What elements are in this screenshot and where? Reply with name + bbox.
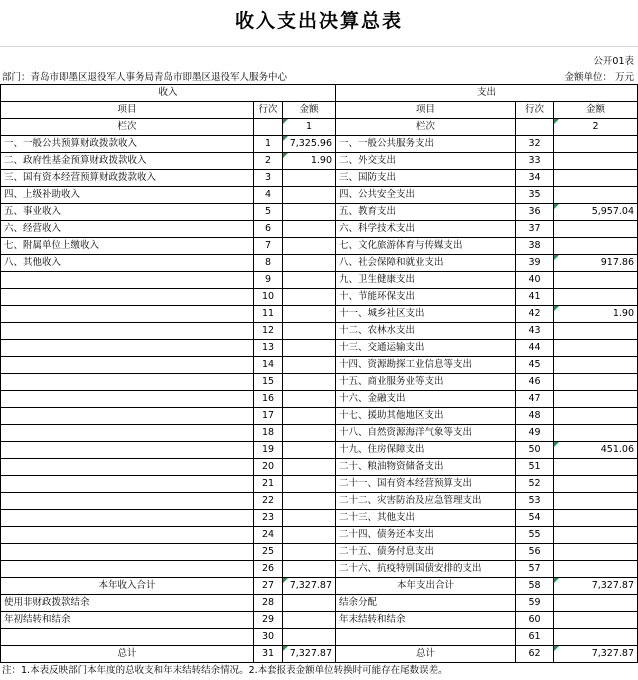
income-item: 七、附属单位上缴收入 — [1, 238, 254, 255]
expense-amount — [554, 187, 638, 204]
table-row — [1, 187, 638, 204]
expense-item: 年末结转和结余 — [336, 612, 516, 629]
income-row-no: 28 — [254, 595, 283, 612]
expense-row-no: 62 — [516, 646, 554, 663]
table-row — [1, 391, 638, 408]
expense-row-no: 50 — [516, 442, 554, 459]
expense-row-no: 61 — [516, 629, 554, 646]
table-row — [1, 408, 638, 425]
income-amount — [283, 612, 336, 629]
income-row-no: 12 — [254, 323, 283, 340]
income-item — [1, 374, 254, 391]
income-amount: 7,327.87 — [283, 646, 336, 663]
table-row — [1, 323, 638, 340]
expense-amount-header: 金额 — [554, 102, 638, 119]
income-item: 总计 — [1, 646, 254, 663]
table-row — [1, 153, 638, 170]
income-row-no: 20 — [254, 459, 283, 476]
expense-row-no: 39 — [516, 255, 554, 272]
income-row-no: 23 — [254, 510, 283, 527]
expense-item: 一、一般公共服务支出 — [336, 136, 516, 153]
income-row-no: 27 — [254, 578, 283, 595]
expense-row-no: 42 — [516, 306, 554, 323]
income-amount — [283, 425, 336, 442]
income-amount — [283, 476, 336, 493]
expense-row-no: 57 — [516, 561, 554, 578]
expense-item: 十九、住房保障支出 — [336, 442, 516, 459]
expense-amount — [554, 340, 638, 357]
expense-section-header: 支出 — [336, 85, 638, 102]
income-amount — [283, 391, 336, 408]
expense-amount — [554, 272, 638, 289]
expense-item: 二十四、债务还本支出 — [336, 527, 516, 544]
table-row — [1, 646, 638, 663]
expense-row-no: 43 — [516, 323, 554, 340]
income-row-no: 5 — [254, 204, 283, 221]
expense-row-no: 41 — [516, 289, 554, 306]
income-item — [1, 459, 254, 476]
expense-item: 十、节能环保支出 — [336, 289, 516, 306]
expense-amount — [554, 476, 638, 493]
unit-label: 金额单位： 万元 — [564, 72, 634, 83]
income-section-header: 收入 — [1, 85, 336, 102]
income-amount — [283, 357, 336, 374]
table-row — [1, 425, 638, 442]
income-row-no: 19 — [254, 442, 283, 459]
expense-item: 十三、交通运输支出 — [336, 340, 516, 357]
expense-item: 十六、金融支出 — [336, 391, 516, 408]
table-row — [1, 170, 638, 187]
income-row-no: 11 — [254, 306, 283, 323]
income-item: 本年收入合计 — [1, 578, 254, 595]
expense-item: 二十二、灾害防治及应急管理支出 — [336, 493, 516, 510]
income-item: 三、国有资本经营预算财政拨款收入 — [1, 170, 254, 187]
income-item — [1, 510, 254, 527]
expense-row-no: 33 — [516, 153, 554, 170]
table-row — [1, 442, 638, 459]
income-amount — [283, 442, 336, 459]
expense-amount — [554, 238, 638, 255]
income-amount — [283, 544, 336, 561]
expense-amount — [554, 595, 638, 612]
income-item — [1, 340, 254, 357]
income-item: 一、一般公共预算财政拨款收入 — [1, 136, 254, 153]
income-row-no: 25 — [254, 544, 283, 561]
expense-item: 二十、粮油物资储备支出 — [336, 459, 516, 476]
income-amount: 7,327.87 — [283, 578, 336, 595]
income-amount — [283, 510, 336, 527]
income-item — [1, 493, 254, 510]
expense-row-no: 34 — [516, 170, 554, 187]
income-row-no: 15 — [254, 374, 283, 391]
expense-item: 五、教育支出 — [336, 204, 516, 221]
table-row — [1, 510, 638, 527]
expense-row-no: 56 — [516, 544, 554, 561]
income-amount — [283, 289, 336, 306]
income-item — [1, 272, 254, 289]
income-item: 二、政府性基金预算财政拨款收入 — [1, 153, 254, 170]
expense-row-no: 59 — [516, 595, 554, 612]
income-row-no: 4 — [254, 187, 283, 204]
income-row-no: 13 — [254, 340, 283, 357]
income-column-blank — [254, 119, 283, 136]
income-row-no: 9 — [254, 272, 283, 289]
expense-row-no: 54 — [516, 510, 554, 527]
table-row — [1, 374, 638, 391]
income-item: 六、经营收入 — [1, 221, 254, 238]
expense-amount: 917.86 — [554, 255, 638, 272]
expense-amount — [554, 408, 638, 425]
income-amount — [283, 629, 336, 646]
expense-amount — [554, 612, 638, 629]
expense-amount — [554, 527, 638, 544]
expense-amount — [554, 425, 638, 442]
expense-item: 十五、商业服务业等支出 — [336, 374, 516, 391]
income-item — [1, 442, 254, 459]
income-item — [1, 527, 254, 544]
income-item — [1, 357, 254, 374]
expense-column-number: 2 — [554, 119, 638, 136]
expense-row-no: 37 — [516, 221, 554, 238]
table-row — [1, 595, 638, 612]
table-row — [1, 340, 638, 357]
summary-table — [0, 84, 638, 663]
income-amount-header: 金额 — [283, 102, 336, 119]
table-row — [1, 578, 638, 595]
income-item — [1, 391, 254, 408]
income-row-no: 10 — [254, 289, 283, 306]
expense-amount — [554, 510, 638, 527]
income-row-no: 3 — [254, 170, 283, 187]
income-item — [1, 408, 254, 425]
expense-amount — [554, 323, 638, 340]
expense-column-blank — [516, 119, 554, 136]
expense-row-no: 58 — [516, 578, 554, 595]
table-row — [1, 561, 638, 578]
income-item: 八、其他收入 — [1, 255, 254, 272]
expense-row-no: 49 — [516, 425, 554, 442]
table-row — [1, 493, 638, 510]
table-row — [1, 612, 638, 629]
expense-row-no: 40 — [516, 272, 554, 289]
income-amount — [283, 272, 336, 289]
income-item — [1, 323, 254, 340]
income-amount — [283, 374, 336, 391]
expense-item: 总计 — [336, 646, 516, 663]
income-row-no: 7 — [254, 238, 283, 255]
income-row-no: 18 — [254, 425, 283, 442]
expense-row-no: 48 — [516, 408, 554, 425]
expense-item — [336, 629, 516, 646]
expense-rowno-header: 行次 — [516, 102, 554, 119]
expense-amount — [554, 561, 638, 578]
income-item: 使用非财政拨款结余 — [1, 595, 254, 612]
income-row-no: 22 — [254, 493, 283, 510]
expense-row-no: 53 — [516, 493, 554, 510]
income-row-no: 30 — [254, 629, 283, 646]
expense-amount — [554, 493, 638, 510]
expense-amount — [554, 374, 638, 391]
expense-item: 四、公共安全支出 — [336, 187, 516, 204]
income-item: 五、事业收入 — [1, 204, 254, 221]
expense-amount — [554, 136, 638, 153]
expense-row-no: 46 — [516, 374, 554, 391]
expense-item: 三、国防支出 — [336, 170, 516, 187]
table-row — [1, 136, 638, 153]
table-row — [1, 221, 638, 238]
expense-amount: 7,327.87 — [554, 646, 638, 663]
table-row — [1, 204, 638, 221]
income-row-no: 8 — [254, 255, 283, 272]
income-row-no: 2 — [254, 153, 283, 170]
expense-item: 结余分配 — [336, 595, 516, 612]
income-amount — [283, 340, 336, 357]
table-row — [1, 527, 638, 544]
income-item: 四、上级补助收入 — [1, 187, 254, 204]
income-amount — [283, 527, 336, 544]
expense-item: 二、外交支出 — [336, 153, 516, 170]
expense-amount — [554, 153, 638, 170]
expense-row-no: 55 — [516, 527, 554, 544]
income-amount — [283, 170, 336, 187]
expense-item: 十七、援助其他地区支出 — [336, 408, 516, 425]
report-title: 收入支出决算总表 — [234, 10, 403, 32]
expense-row-no: 36 — [516, 204, 554, 221]
expense-item: 二十三、其他支出 — [336, 510, 516, 527]
expense-item: 十二、农林水支出 — [336, 323, 516, 340]
expense-item: 本年支出合计 — [336, 578, 516, 595]
table-row — [1, 459, 638, 476]
expense-amount — [554, 289, 638, 306]
income-amount — [283, 255, 336, 272]
expense-amount — [554, 357, 638, 374]
table-row — [1, 272, 638, 289]
title-divider — [0, 46, 638, 47]
table-row — [1, 255, 638, 272]
income-column-number: 1 — [283, 119, 336, 136]
expense-amount: 1.90 — [554, 306, 638, 323]
expense-row-no: 45 — [516, 357, 554, 374]
income-row-no: 26 — [254, 561, 283, 578]
expense-amount: 5,957.04 — [554, 204, 638, 221]
income-row-no: 6 — [254, 221, 283, 238]
expense-row-no: 44 — [516, 340, 554, 357]
expense-row-no: 38 — [516, 238, 554, 255]
income-item — [1, 561, 254, 578]
income-amount — [283, 238, 336, 255]
income-amount — [283, 561, 336, 578]
table-row — [1, 306, 638, 323]
income-amount: 7,325.96 — [283, 136, 336, 153]
expense-amount — [554, 391, 638, 408]
expense-row-no: 32 — [516, 136, 554, 153]
expense-amount — [554, 544, 638, 561]
expense-row-no: 52 — [516, 476, 554, 493]
table-row — [1, 629, 638, 646]
income-amount — [283, 187, 336, 204]
department-label: 部门：青岛市即墨区退役军人事务局青岛市即墨区退役军人服务中心 — [2, 72, 288, 83]
income-item — [1, 425, 254, 442]
expense-item: 六、科学技术支出 — [336, 221, 516, 238]
income-amount — [283, 595, 336, 612]
income-amount — [283, 204, 336, 221]
table-row — [1, 476, 638, 493]
expense-item: 九、卫生健康支出 — [336, 272, 516, 289]
income-row-no: 14 — [254, 357, 283, 374]
expense-amount — [554, 459, 638, 476]
income-column-label: 栏次 — [1, 119, 254, 136]
income-item — [1, 476, 254, 493]
expense-item: 十八、自然资源海洋气象等支出 — [336, 425, 516, 442]
table-row — [1, 289, 638, 306]
income-amount — [283, 323, 336, 340]
expense-row-no: 51 — [516, 459, 554, 476]
income-row-no: 31 — [254, 646, 283, 663]
income-item — [1, 306, 254, 323]
income-amount — [283, 221, 336, 238]
income-amount — [283, 408, 336, 425]
expense-item: 十四、资源勘探工业信息等支出 — [336, 357, 516, 374]
expense-item: 十一、城乡社区支出 — [336, 306, 516, 323]
table-row — [1, 357, 638, 374]
income-item — [1, 629, 254, 646]
expense-item: 八、社会保障和就业支出 — [336, 255, 516, 272]
expense-row-no: 60 — [516, 612, 554, 629]
table-row — [1, 238, 638, 255]
footnote: 注：1.本表反映部门本年度的总收支和年末结转结余情况。2.本套报表金额单位转换时可能存在尾数误差。 — [2, 665, 448, 676]
expense-row-no: 47 — [516, 391, 554, 408]
income-row-no: 24 — [254, 527, 283, 544]
expense-item: 二十一、国有资本经营预算支出 — [336, 476, 516, 493]
expense-amount — [554, 629, 638, 646]
income-item: 年初结转和结余 — [1, 612, 254, 629]
expense-amount: 7,327.87 — [554, 578, 638, 595]
income-row-no: 16 — [254, 391, 283, 408]
income-item-header: 项目 — [1, 102, 254, 119]
expense-item-header: 项目 — [336, 102, 516, 119]
expense-amount: 451.06 — [554, 442, 638, 459]
expense-amount — [554, 221, 638, 238]
income-amount: 1.90 — [283, 153, 336, 170]
income-row-no: 17 — [254, 408, 283, 425]
income-amount — [283, 493, 336, 510]
expense-amount — [554, 170, 638, 187]
form-code: 公开01表 — [593, 56, 634, 67]
income-item — [1, 289, 254, 306]
table-row — [1, 544, 638, 561]
expense-row-no: 35 — [516, 187, 554, 204]
income-row-no: 1 — [254, 136, 283, 153]
income-rowno-header: 行次 — [254, 102, 283, 119]
expense-item: 二十六、抗疫特别国债安排的支出 — [336, 561, 516, 578]
income-row-no: 29 — [254, 612, 283, 629]
expense-column-label: 栏次 — [336, 119, 516, 136]
income-row-no: 21 — [254, 476, 283, 493]
income-item — [1, 544, 254, 561]
expense-item: 二十五、债务付息支出 — [336, 544, 516, 561]
income-amount — [283, 459, 336, 476]
income-amount — [283, 306, 336, 323]
expense-item: 七、文化旅游体育与传媒支出 — [336, 238, 516, 255]
